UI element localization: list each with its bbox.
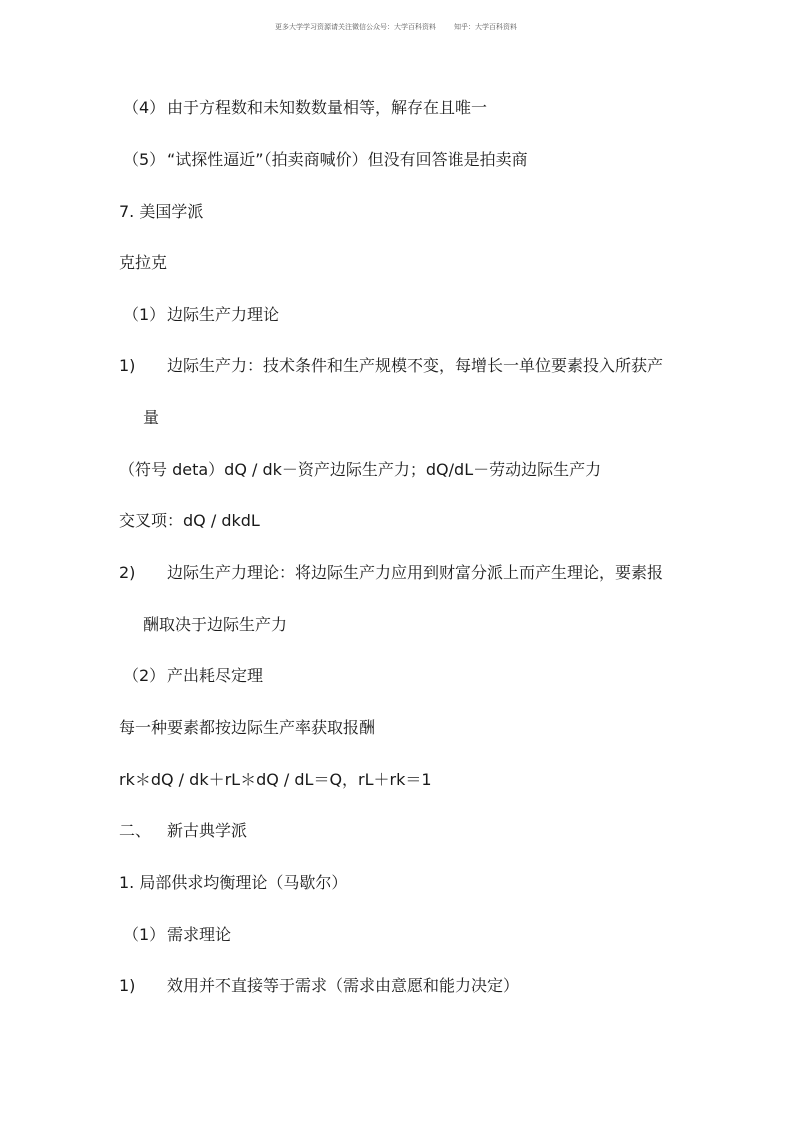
- formula-text: rk＊dQ / dk＋rL＊dQ / dL＝Q，rL＋rk＝1: [119, 770, 432, 789]
- header-zhihu-note: 知乎：大学百科资料: [454, 23, 517, 31]
- item-text: 需求理论: [167, 925, 232, 944]
- item-text: 酬取决于边际生产力: [143, 615, 288, 634]
- heading-text: 克拉克: [119, 253, 168, 272]
- item-text: 产出耗尽定理: [167, 666, 264, 685]
- item-number: （4）: [123, 98, 166, 117]
- item-number: （5）: [123, 150, 166, 169]
- item-number: 1): [119, 356, 136, 375]
- item-number: 二、: [119, 821, 152, 840]
- paragraph-text: （符号 deta）dQ / dk－资产边际生产力；dQ/dL－劳动边际生产力: [119, 460, 602, 479]
- item-number: 2): [119, 563, 136, 582]
- item-text: 边际生产力理论: [167, 305, 280, 324]
- heading-text: 7. 美国学派: [119, 202, 204, 221]
- item-text: 量: [143, 408, 160, 427]
- item-text: 边际生产力理论：将边际生产力应用到财富分派上而产生理论，要素报: [167, 563, 664, 582]
- header-wechat-note: 更多大学学习资源请关注微信公众号：大学百科资料: [275, 23, 436, 31]
- item-text: “试探性逼近”（拍卖商喊价）但没有回答谁是拍卖商: [167, 150, 528, 169]
- item-text: 边际生产力：技术条件和生产规模不变，每增长一单位要素投入所获产: [167, 356, 664, 375]
- item-text: 由于方程数和未知数数量相等，解存在且唯一: [167, 98, 488, 117]
- item-number: （2）: [123, 666, 166, 685]
- paragraph-text: 交叉项：dQ / dkdL: [119, 511, 260, 530]
- heading-text: 新古典学派: [167, 821, 248, 840]
- item-number: （1）: [123, 925, 166, 944]
- page-header-note: [0, 22, 792, 32]
- item-number: （1）: [123, 305, 166, 324]
- paragraph-text: 每一种要素都按边际生产率获取报酬: [119, 718, 376, 737]
- item-number: 1): [119, 976, 136, 995]
- item-text: 效用并不直接等于需求（需求由意愿和能力决定）: [167, 976, 520, 995]
- heading-text: 1. 局部供求均衡理论（马歇尔）: [119, 873, 348, 892]
